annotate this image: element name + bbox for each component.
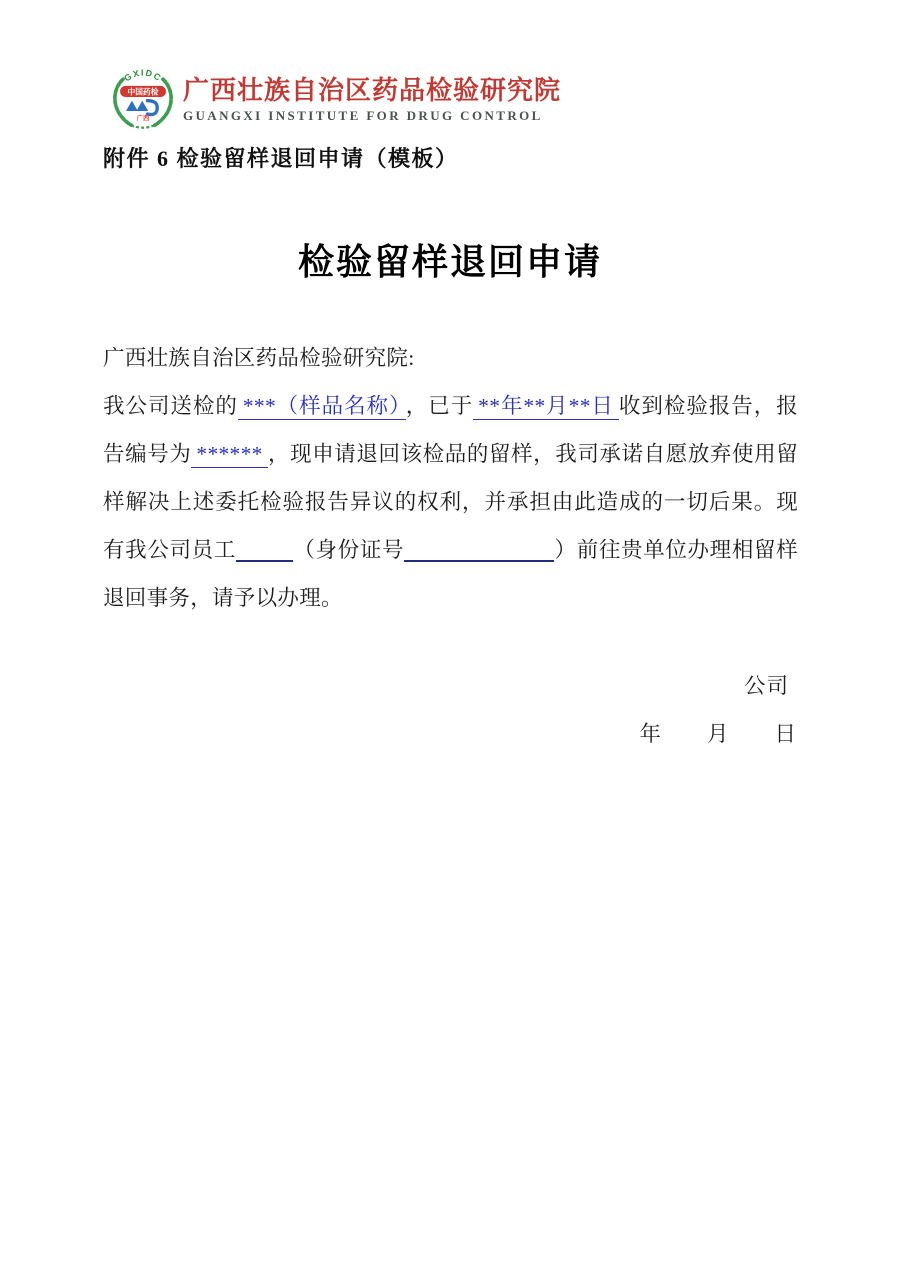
text-segment: ，现申请退回该检品的留样，我司承诺自愿放弃使用留样解决上述委托检验报告异议的权利，并承担由此造成的一切后果。现有我公司员工 [103, 442, 799, 562]
sample-name-blank: ***（样品名称） [238, 394, 406, 420]
text-segment: 收到检验报告，报告编号为 [103, 394, 799, 466]
text-segment: （身份证号 [292, 538, 405, 562]
scales-triangle-right [136, 101, 148, 111]
signature-company-line: 公司 [743, 674, 789, 698]
emblem-swirl [147, 101, 157, 115]
wreath-bottom [131, 125, 155, 128]
report-number-blank: ****** [191, 442, 267, 468]
logo-banner-text: 中国药检 [127, 87, 159, 97]
letter-paragraph [103, 382, 798, 622]
text-segment: ）前往贵单位办理相留样退回事务，请予以办理。 [103, 538, 798, 610]
signature-date-line: 年 月 日 [639, 722, 797, 746]
org-names [183, 76, 561, 123]
logo-bottom-text: 广西 [136, 114, 150, 122]
org-name-english: GUANGXI INSTITUTE FOR DRUG CONTROL [183, 108, 543, 123]
attachment-heading: 附件 6 检验留样退回申请（模板） [103, 146, 459, 171]
svg-text:GXIDC [122, 68, 164, 84]
document-title: 检验留样退回申请 [297, 242, 602, 282]
logo-arc-text: GXIDC [122, 67, 164, 84]
report-date-blank: **年**月**日 [473, 394, 619, 420]
letter-body [103, 334, 798, 622]
id-number-blank [404, 539, 554, 563]
signature-block [639, 662, 797, 758]
gxidc-logo-emblem [106, 60, 180, 134]
text-segment: 我公司送检的 [103, 394, 238, 418]
text-segment: ，已于 [405, 394, 474, 418]
scales-triangle-left [126, 101, 138, 111]
org-name-chinese: 广西壮族自治区药品检验研究院 [183, 75, 562, 105]
salutation: 广西壮族自治区药品检验研究院: [103, 346, 415, 370]
employee-name-blank [236, 539, 293, 563]
